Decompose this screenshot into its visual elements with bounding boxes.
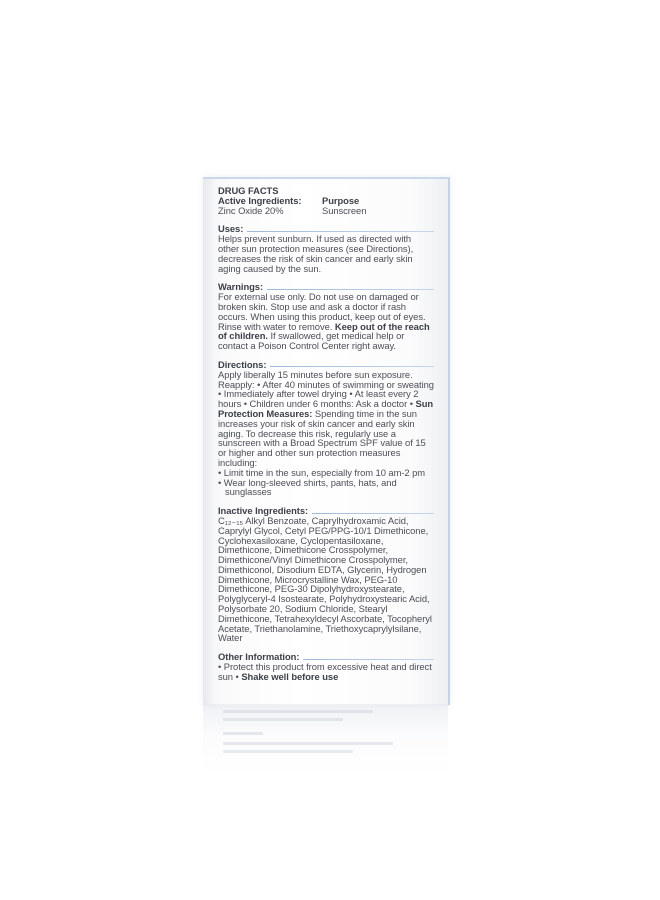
box-shading	[203, 179, 215, 705]
reflection-line	[223, 732, 263, 735]
active-ingredients-row	[218, 206, 434, 216]
drug-facts-title: DRUG FACTS	[218, 185, 279, 196]
other-info-text	[218, 662, 434, 682]
warnings-heading-text: Warnings:	[218, 281, 264, 293]
directions-heading-text: Directions:	[218, 358, 267, 370]
other-info-heading-text: Other Information:	[218, 651, 300, 663]
sun-protection-measures: Sun Protection Measures:	[218, 398, 434, 419]
active-ingredients-label: Active Ingredients:	[218, 194, 302, 206]
directions-text	[218, 370, 434, 468]
warnings-section	[218, 282, 434, 351]
uses-section	[218, 224, 434, 273]
uses-heading-text: Uses:	[218, 223, 244, 235]
directions-text-2: Spending time in the sun increases your risk of skin cancer and early skin aging. To decrease this risk, regularly use a sunscreen with a Broad Spectrum SPF value of 15 or higher and other sun protection measures including:	[218, 407, 426, 468]
section-rule	[247, 231, 434, 232]
other-info-text-1: • Protect this product from excessive heat and direct sun •	[218, 661, 432, 682]
section-rule	[312, 513, 434, 514]
reflection-line	[223, 718, 343, 721]
purpose-value: Sunscreen	[322, 204, 367, 216]
reflection-line	[223, 750, 353, 753]
reflection-line	[223, 742, 393, 745]
drug-facts-label	[218, 186, 434, 682]
section-rule	[270, 366, 434, 367]
section-rule	[303, 659, 434, 660]
box-reflection	[203, 704, 448, 776]
warnings-text	[218, 292, 434, 351]
active-ingredient: Zinc Oxide 20%	[218, 204, 284, 216]
other-info-section	[218, 652, 434, 681]
section-rule	[267, 289, 434, 290]
shake-well-note: Shake well before use	[241, 670, 339, 682]
warnings-text-2: If swallowed, get medical help or contact a Poison Control Center right away.	[218, 330, 405, 352]
inactive-text: C₁₂₋₁₅ Alkyl Benzoate, Caprylhydroxamic Acid, Caprylyl Glycol, Cetyl PEG/PPG-10/1 Dimethicone, Cyclohexasiloxane, Cyclopentasiloxane, Dimethicone, Dimethicone Crosspolymer, Dimethicone/Vinyl Dimethicone Crosspolymer, Dimethiconol, Disodium EDTA, Glycerin, Hydrogen Dimethicone, Microcrystalline Wax, PEG-10 Dimethicone, PEG-30 Dipolyhydroxystearate, Polyglyceryl-4 Isostearate, Polyhydroxystearic Acid, Polysorbate 20, Sodium Chloride, Stearyl Dimethicone, Tetrahexyldecyl Ascorbate, Tocopheryl Acetate, Triethanolamine, Triethoxycaprylylsilane, Water	[218, 514, 432, 644]
directions-bullets	[218, 468, 434, 497]
list-item: • Wear long-sleeved shirts, pants, hats, and sunglasses	[218, 476, 397, 498]
directions-section	[218, 360, 434, 497]
purpose-label: Purpose	[322, 194, 360, 206]
warnings-text-1: For external use only. Do not use on damaged or broken skin. Stop use and ask a doctor if rash occurs. When using this product, keep out of eyes. Rinse with water to remove.	[218, 291, 426, 332]
inactive-heading-text: Inactive Ingredients:	[218, 505, 309, 517]
inactive-section	[218, 506, 434, 643]
warnings-keep-out-of-reach: Keep out of the reach of children.	[218, 320, 430, 342]
list-item: • Limit time in the sun, especially from 10 am-2 pm	[218, 466, 426, 478]
directions-text-1: Apply liberally 15 minutes before sun exposure. Reapply: • After 40 minutes of swimming or sweating • Immediately after towel drying • At least every 2 hours • Children under 6 months: Ask a doctor •	[218, 368, 434, 410]
uses-text: Helps prevent sunburn. If used as directed with other sun protection measures (see Directions), decreases the risk of skin cancer and early skin aging caused by the sun.	[218, 233, 414, 274]
reflection-line	[223, 710, 373, 713]
